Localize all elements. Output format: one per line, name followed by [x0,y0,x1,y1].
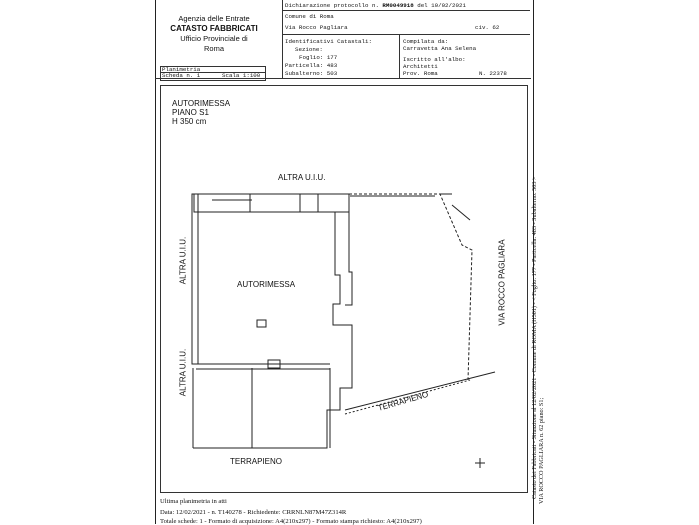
via-rocco-label: VIA ROCCO PAGLIARA [497,239,507,326]
room-label: AUTORIMESSA [237,280,296,289]
scheda-text: Scheda n. 1 [162,72,201,79]
agency-line1: Agenzia delle Entrate [178,14,250,23]
planimetria-title: Planimetria [162,66,201,73]
ident-title: Identificativi Catastali: [285,38,372,45]
altra-uiu-top: ALTRA U.I.U. [278,173,326,182]
protocol-label: Dichiarazione protocollo n. [285,2,379,9]
plan-title-3: H 350 cm [172,117,207,126]
footer-line-1: Ultima planimetria in atti [160,498,227,505]
side-text-2: VIA ROCCO PAGLIARA n. 62 piano: S1; [538,397,545,504]
iscritto-value: Architetti [403,63,438,70]
terrapieno-bottom-label: TERRAPIENO [230,457,283,466]
comune-text: Comune di Roma [285,13,334,20]
protocol-value: RM0049918 [382,2,414,9]
footer-line-3: Totale schede: 1 - Formato di acquisizione: A4(210x297) - Formato stampa richiesto: A4(210x297) [160,518,422,525]
foglio-text: Foglio: 177 [299,54,338,61]
plan-title-2: PIANO S1 [172,108,209,117]
prov-text: Prov. Roma [403,70,438,77]
num-text: N. 22378 [479,70,507,77]
scala-text: Scala 1:100 [222,72,261,79]
via-text: Via Rocco Pagliara [285,24,348,31]
ramp-outline [349,194,472,380]
compilata-label: Compilata da: [403,38,449,45]
agency-line3: Ufficio Provinciale di [180,34,248,43]
sezione-text: Sezione: [295,46,323,53]
subalterno-text: Subalterno: 503 [285,70,338,77]
altra-uiu-left-1: ALTRA U.I.U. [178,236,188,285]
top-wall [194,194,349,212]
particella-text: Particella: 483 [285,62,338,69]
left-wall [192,194,198,364]
footer-line-2: Data: 12/02/2021 - n. T140278 - Richiedente: CRRNLN87M47Z314R [160,509,347,516]
terrapieno-right-label: TERRAPIENO [376,389,430,413]
altra-uiu-left-2: ALTRA U.I.U. [178,348,188,397]
right-wall-outline [193,194,352,448]
agency-line2: CATASTO FABBRICATI [170,24,258,33]
ramp-diag [452,205,470,220]
protocol-date-label: del [417,2,428,9]
compilata-name: Carravetta Ana Selena [403,45,477,52]
protocol-date: 10/02/2021 [431,2,466,9]
top-wall-block [250,194,300,212]
plan-title-1: AUTORIMESSA [172,99,231,108]
iscritto-label: Iscritto all'albo: [403,56,466,63]
drain-square [257,320,266,327]
civ-text: civ. 62 [475,24,500,31]
agency-line4: Roma [203,44,224,53]
right-wall-outer [345,194,352,305]
side-text-1: Catasto dei Fabbricati - Situazione al 12/02/2021 - Comune di ROMA (H501) - < Foglio: 177 - Particella: 483 - Subalterno: 503 > [531,176,538,499]
